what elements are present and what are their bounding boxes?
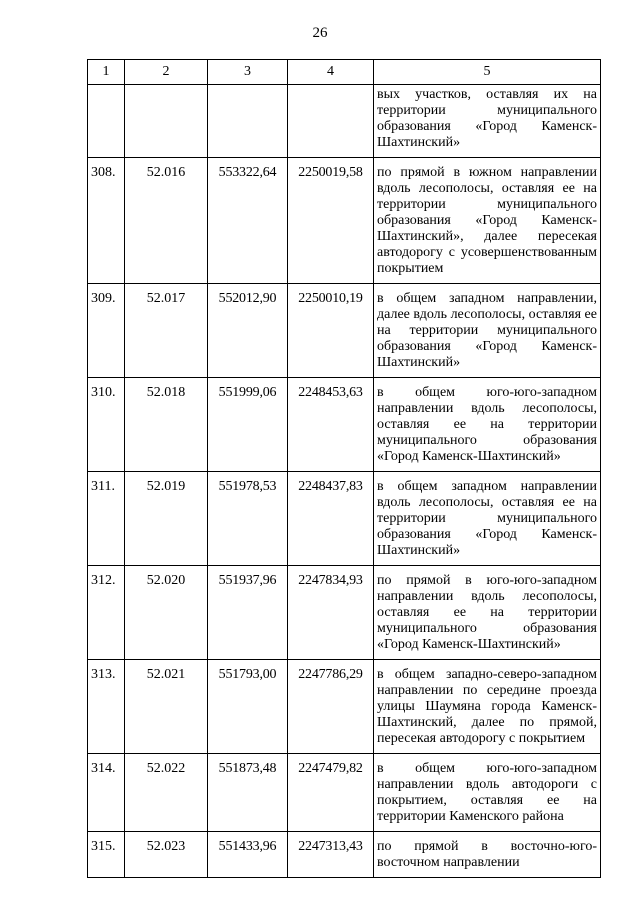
- point-code: 52.023: [125, 832, 208, 878]
- row-number: 315.: [88, 832, 125, 878]
- boundary-description: в общем западном направлении, далее вдоль лесополосы, оставляя ее на территории муниципального образования «Город Каменск-Шахтинский»: [374, 284, 601, 378]
- row-number: 313.: [88, 660, 125, 754]
- point-code: 52.016: [125, 158, 208, 284]
- table-row: [88, 284, 601, 378]
- point-code: 52.019: [125, 472, 208, 566]
- header-col-3: 3: [208, 60, 288, 85]
- table-row: [88, 85, 601, 158]
- coordinate-y: 2248453,63: [288, 378, 374, 472]
- coordinate-x: 551937,96: [208, 566, 288, 660]
- coordinate-y: 2250019,58: [288, 158, 374, 284]
- coordinate-x: 551978,53: [208, 472, 288, 566]
- point-code: [125, 85, 208, 158]
- table-row: [88, 378, 601, 472]
- coordinate-y: 2247479,82: [288, 754, 374, 832]
- page-number: 26: [312, 25, 328, 41]
- row-number: 312.: [88, 566, 125, 660]
- coordinate-y: [288, 85, 374, 158]
- boundary-description: по прямой в юго-юго-западном направлении вдоль лесополосы, оставляя ее на территории муниципального образования «Город Каменск-Шахтинский»: [374, 566, 601, 660]
- table-header-row: [88, 60, 601, 85]
- table-row: [88, 660, 601, 754]
- point-code: 52.021: [125, 660, 208, 754]
- coordinate-x: 553322,64: [208, 158, 288, 284]
- row-number: 314.: [88, 754, 125, 832]
- header-col-1: 1: [88, 60, 125, 85]
- table-row: [88, 754, 601, 832]
- header-col-2: 2: [125, 60, 208, 85]
- coordinate-y: 2247834,93: [288, 566, 374, 660]
- boundary-description: в общем юго-юго-западном направлении вдоль автодороги с покрытием, оставляя ее на территории Каменского района: [374, 754, 601, 832]
- boundary-description: в общем юго-юго-западном направлении вдоль лесополосы, оставляя ее на территории муниципального образования «Город Каменск-Шахтинский»: [374, 378, 601, 472]
- header-col-4: 4: [288, 60, 374, 85]
- coordinate-x: 551999,06: [208, 378, 288, 472]
- coordinate-x: 551433,96: [208, 832, 288, 878]
- coordinate-x: [208, 85, 288, 158]
- row-number: 308.: [88, 158, 125, 284]
- table-row: [88, 832, 601, 878]
- coordinate-x: 551873,48: [208, 754, 288, 832]
- row-number: 311.: [88, 472, 125, 566]
- boundary-description: вых участков, оставляя их на территории муниципального образования «Город Каменск-Шахтинский»: [374, 85, 601, 158]
- coordinate-y: 2247313,43: [288, 832, 374, 878]
- coordinate-x: 552012,90: [208, 284, 288, 378]
- point-code: 52.022: [125, 754, 208, 832]
- row-number: 309.: [88, 284, 125, 378]
- boundary-description: по прямой в восточно-юго-восточном направлении: [374, 832, 601, 878]
- coordinate-y: 2250010,19: [288, 284, 374, 378]
- boundary-description: в общем западном направлении вдоль лесополосы, оставляя ее на территории муниципального образования «Город Каменск-Шахтинский»: [374, 472, 601, 566]
- boundary-points-table: [87, 59, 601, 878]
- coordinate-y: 2247786,29: [288, 660, 374, 754]
- point-code: 52.018: [125, 378, 208, 472]
- coordinate-x: 551793,00: [208, 660, 288, 754]
- point-code: 52.017: [125, 284, 208, 378]
- row-number: [88, 85, 125, 158]
- boundary-description: в общем западно-северо-западном направлении по середине проезда улицы Шаумяна города Каменск-Шахтинский, далее по прямой, пересекая автодорогу с покрытием: [374, 660, 601, 754]
- point-code: 52.020: [125, 566, 208, 660]
- row-number: 310.: [88, 378, 125, 472]
- boundary-description: по прямой в южном направлении вдоль лесополосы, оставляя ее на территории муниципального образования «Город Каменск-Шахтинский», далее пересекая автодорогу с усовершенствованным покрытием: [374, 158, 601, 284]
- table-row: [88, 472, 601, 566]
- coordinate-y: 2248437,83: [288, 472, 374, 566]
- header-col-5: 5: [374, 60, 601, 85]
- table-row: [88, 158, 601, 284]
- table-row: [88, 566, 601, 660]
